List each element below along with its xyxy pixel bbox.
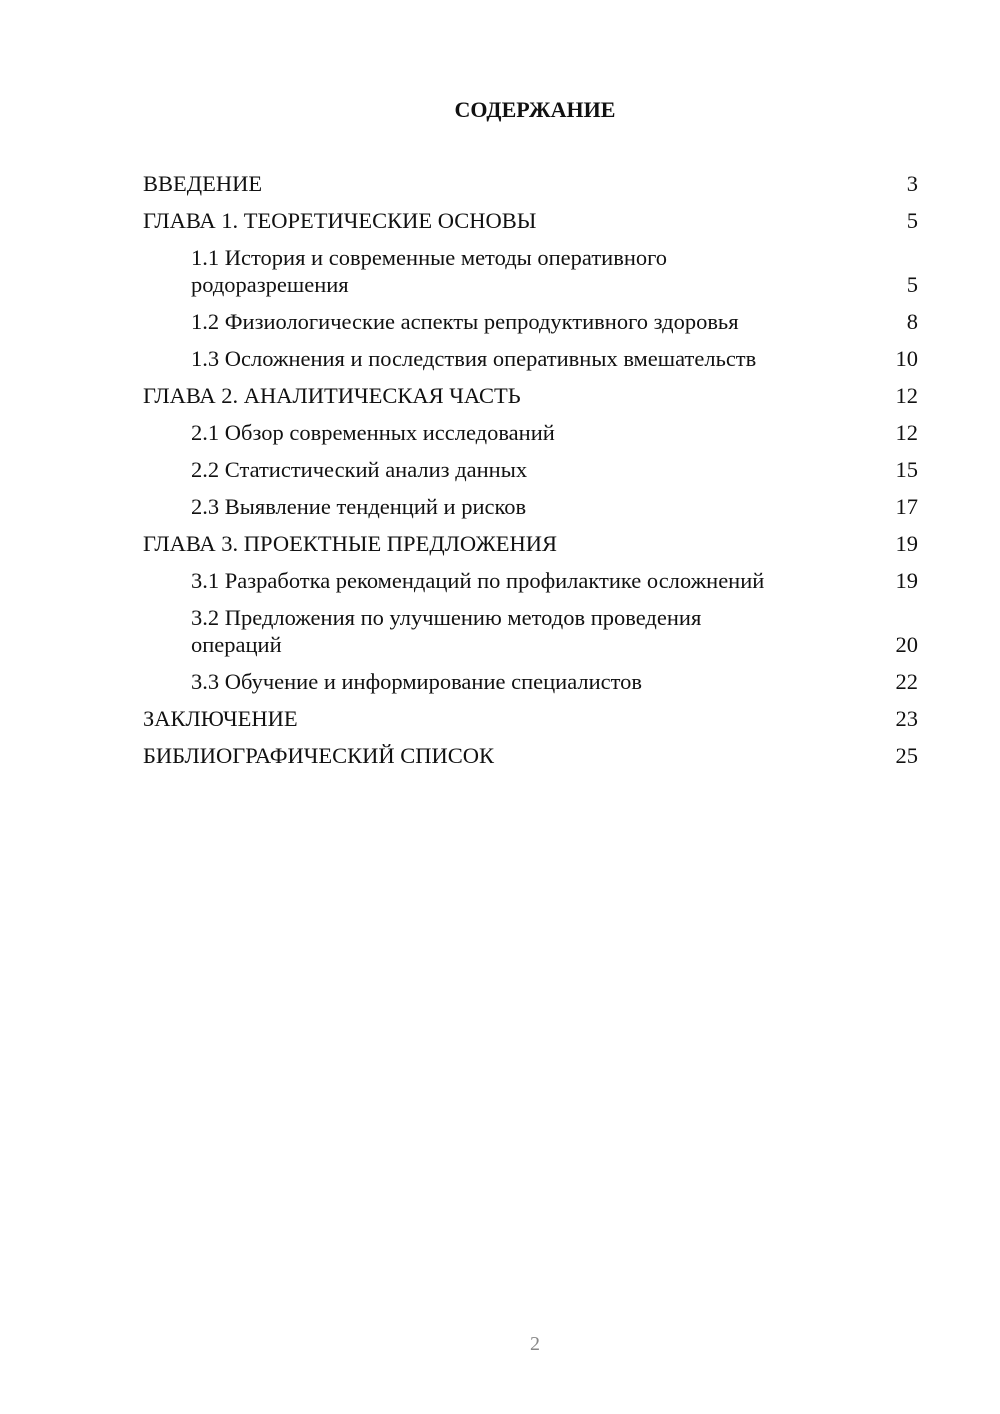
toc-entry-label: 2.2 Статистический анализ данных [191,457,528,482]
toc-subsection-entry[interactable] [143,244,918,298]
toc-entry-page: 15 [895,457,918,482]
toc-chapter-entry[interactable] [143,705,918,732]
toc-entry-label: 2.1 Обзор современных исследований [191,420,555,445]
toc-entry-label: 3.1 Разработка рекомендаций по профилактике осложнений [191,568,765,593]
toc-entry-label: 3.2 Предложения по улучшению методов проведения операций [191,605,702,657]
toc-entry-label: ГЛАВА 2. АНАЛИТИЧЕСКАЯ ЧАСТЬ [143,383,521,408]
toc-entry-page: 12 [895,420,918,445]
toc-entry-page: 20 [895,632,918,657]
toc-entry-label: БИБЛИОГРАФИЧЕСКИЙ СПИСОК [143,743,495,768]
toc-chapter-entry[interactable] [143,170,918,197]
toc-subsection-entry[interactable] [143,604,918,658]
toc-chapter-entry[interactable] [143,382,918,409]
toc-subsection-entry[interactable] [143,456,918,483]
toc-entry-label: 2.3 Выявление тенденций и рисков [191,494,527,519]
toc-entry-page: 19 [895,531,918,556]
toc-entry-page: 3 [906,171,918,196]
toc-title: СОДЕРЖАНИЕ [454,97,616,122]
toc-entry-label: ЗАКЛЮЧЕНИЕ [143,706,298,731]
toc-entry-page: 5 [906,208,918,233]
page-number: 2 [530,1333,540,1355]
toc-entry-label: ВВЕДЕНИЕ [143,171,263,196]
toc-subsection-entry[interactable] [143,419,918,446]
toc-entry-page: 5 [906,272,918,297]
toc-chapter-entry[interactable] [143,742,918,769]
toc-entry-page: 17 [895,494,918,519]
toc-entry-page: 8 [906,309,918,334]
toc-chapter-entry[interactable] [143,207,918,234]
toc-entry-page: 12 [895,383,918,408]
toc-entry-page: 19 [895,568,918,593]
table-of-contents [143,170,918,779]
toc-entry-page: 25 [895,743,918,768]
toc-subsection-entry[interactable] [143,567,918,594]
toc-entry-label: 1.3 Осложнения и последствия оперативных вмешательств [191,346,757,371]
toc-chapter-entry[interactable] [143,530,918,557]
toc-entry-page: 23 [895,706,918,731]
toc-entry-page: 10 [895,346,918,371]
toc-entry-label: 1.1 История и современные методы оперативного родоразрешения [191,245,668,297]
toc-subsection-entry[interactable] [143,493,918,520]
toc-entry-label: ГЛАВА 1. ТЕОРЕТИЧЕСКИЕ ОСНОВЫ [143,208,537,233]
toc-subsection-entry[interactable] [143,308,918,335]
toc-subsection-entry[interactable] [143,668,918,695]
toc-entry-label: ГЛАВА 3. ПРОЕКТНЫЕ ПРЕДЛОЖЕНИЯ [143,531,558,556]
toc-subsection-entry[interactable] [143,345,918,372]
toc-entry-page: 22 [895,669,918,694]
toc-entry-label: 1.2 Физиологические аспекты репродуктивного здоровья [191,309,739,334]
toc-entry-label: 3.3 Обучение и информирование специалистов [191,669,643,694]
